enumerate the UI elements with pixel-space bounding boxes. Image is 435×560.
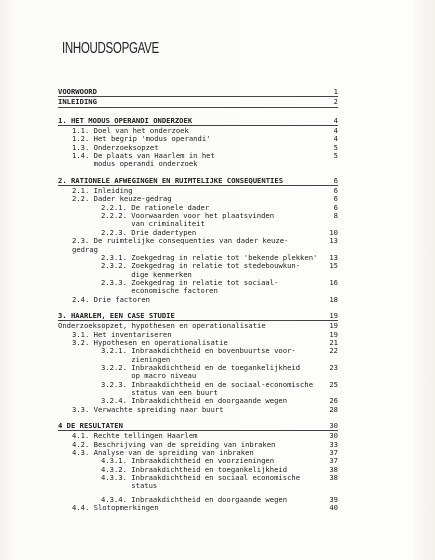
toc-entry bbox=[58, 117, 338, 125]
toc-entry bbox=[58, 98, 338, 106]
toc-entry-page: 28 bbox=[329, 404, 338, 414]
toc-entry-title: 3.3. Verwachte spreiding naar buurt bbox=[72, 404, 224, 414]
toc-entry-title: 2.3.3. Zoekgedrag in relatie tot sociaal- economische factoren bbox=[101, 277, 279, 296]
toc-entry-page: 39 bbox=[329, 494, 338, 504]
toc-entry bbox=[58, 237, 338, 254]
toc-entry-page: 13 bbox=[329, 252, 338, 262]
toc-entry-title: 4.3.3. Inbraakdichtheid en sociaal economische status bbox=[101, 473, 301, 491]
toc-entry-title: 4.3. Analyse van de spreiding van inbraken bbox=[72, 448, 254, 458]
toc-entry bbox=[58, 212, 338, 229]
toc-entry-title: 4.2. Beschrijving van de spreiding van inbraken bbox=[72, 439, 276, 449]
page-title: INHOUDSOPGAVE bbox=[62, 41, 159, 58]
toc-entry-title: 2.2.2. Voorwaarden voor het plaatsvinden van criminaliteit bbox=[101, 211, 275, 229]
toc-entry bbox=[58, 504, 338, 512]
toc-entry bbox=[58, 279, 338, 296]
toc-entry-page: 26 bbox=[329, 396, 338, 406]
toc-entry-title: 4 DE RESULTATEN bbox=[58, 421, 123, 431]
toc-entry-page: 38 bbox=[329, 473, 338, 483]
toc-entry-title: 2.4. Drie factoren bbox=[72, 294, 150, 304]
toc-entry-page: 4 bbox=[333, 126, 338, 136]
toc-entry-title: INLEIDING bbox=[58, 97, 97, 107]
toc-entry-page: 6 bbox=[333, 194, 338, 204]
toc-entry-page: 13 bbox=[329, 236, 338, 246]
toc-entry-title: 3.2.4. Inbraakdichtheid en doorgaande wegen bbox=[101, 396, 288, 406]
toc-entry-title: 2.1. Inleiding bbox=[72, 186, 133, 196]
toc-entry-page: 1 bbox=[333, 87, 338, 96]
toc-entry-page: 19 bbox=[329, 329, 338, 339]
toc-entry bbox=[58, 381, 338, 398]
toc-entry-page: 5 bbox=[333, 151, 338, 161]
toc-entry-page: 2 bbox=[333, 97, 338, 107]
toc-entry-title: 2.2.1. De rationele dader bbox=[101, 202, 210, 212]
toc-entry bbox=[58, 364, 338, 381]
toc-entry-title: 4.1. Rechte tellingen Haarlem bbox=[72, 431, 198, 441]
toc-entry-title: 3.2.1. Inbraakdichtheid en bovenbuurtse voor- zieningen bbox=[101, 346, 296, 364]
toc-entry-page: 4 bbox=[333, 134, 338, 144]
toc-entry-title: Onderzoeksopzet, hypothesen en operationalisatie bbox=[58, 321, 266, 331]
toc-entry-page: 6 bbox=[333, 175, 338, 185]
toc-entry bbox=[58, 347, 338, 364]
toc-entry-page: 6 bbox=[333, 202, 338, 212]
toc-entry-title: 1. HET MODUS OPERANDI ONDERZOEK bbox=[58, 115, 193, 125]
toc-entry bbox=[58, 312, 338, 320]
toc-entry bbox=[58, 474, 338, 491]
toc-entry-title: 2.3.1. Zoekgedrag in relatie tot 'bekende plekken' bbox=[101, 252, 318, 262]
toc-entry-title: 2.3. De ruimtelijke consequenties van dader keuze- gedrag bbox=[72, 236, 289, 254]
toc-entry-page: 23 bbox=[329, 362, 338, 372]
toc-entry bbox=[58, 406, 338, 414]
toc-entry-page: 10 bbox=[329, 227, 338, 237]
toc-entry-title: 4.4. Slotopmerkingen bbox=[72, 503, 159, 513]
toc-entry-page: 6 bbox=[333, 186, 338, 196]
toc-entry-title: 4.3.2. Inbraakdichtheid en toegankelijkheid bbox=[101, 464, 288, 474]
toc-entry-page: 38 bbox=[329, 464, 338, 474]
toc-entry-page: 4 bbox=[333, 115, 338, 125]
toc-entry-page: 19 bbox=[329, 310, 338, 320]
toc-entry-title: VOORWOORD bbox=[58, 87, 97, 96]
toc-entry-page: 8 bbox=[333, 211, 338, 221]
toc-entry-title: 2.2.3. Drie dadertypen bbox=[101, 227, 197, 237]
toc-entry-title: 1.3. Onderzoeksopzet bbox=[72, 142, 159, 152]
toc-entry-title: 2.2. Dader keuze-gedrag bbox=[72, 194, 172, 204]
toc-entry-page: 37 bbox=[329, 448, 338, 458]
toc-entry-page: 30 bbox=[329, 421, 338, 431]
toc-entry-page: 5 bbox=[333, 142, 338, 152]
toc-entry bbox=[58, 152, 338, 169]
toc-entry-title: 2.3.2. Zoekgedrag in relatie tot stedebouwkun- dige kenmerken bbox=[101, 261, 301, 279]
toc-entry-title: 3. HAARLEM, EEN CASE STUDIE bbox=[58, 310, 175, 320]
toc-entry bbox=[58, 177, 338, 185]
toc-entry-page: 30 bbox=[329, 431, 338, 441]
toc-entry-title: 3.2.2. Inbraakdichtheid en de toegankelijkheid op macro niveau bbox=[101, 362, 301, 381]
toc-entry-page: 18 bbox=[329, 294, 338, 304]
table-of-contents bbox=[58, 88, 338, 512]
toc-entry bbox=[58, 422, 338, 430]
toc-entry-title: 1.2. Het begrip 'modus operandi' bbox=[72, 134, 211, 144]
toc-entry-page: 40 bbox=[329, 503, 338, 513]
toc-entry-title: 3.2.3. Inbraakdichtheid en de sociaal-economische status van een buurt bbox=[101, 379, 314, 397]
toc-entry bbox=[58, 262, 338, 279]
toc-entry-title: 1.4. De plaats van Haarlem in het modus operandi onderzoek bbox=[72, 151, 215, 169]
toc-entry bbox=[58, 88, 338, 96]
toc-entry-page: 21 bbox=[329, 337, 338, 347]
toc-entry-title: 2. RATIONELE AFWEGINGEN EN RUIMTELIJKE CONSEQUENTIES bbox=[58, 175, 284, 185]
toc-entry bbox=[58, 296, 338, 304]
toc-entry-title: 4.3.4. Inbraakdichtheid en doorgaande wegen bbox=[101, 494, 288, 504]
heading-underline bbox=[58, 107, 338, 108]
toc-entry-title: 3.1. Het inventariseren bbox=[72, 329, 172, 339]
toc-entry-page: 19 bbox=[329, 321, 338, 331]
toc-entry-page: 37 bbox=[329, 456, 338, 466]
toc-entry-title: 1.1. Doel van het onderzoek bbox=[72, 126, 189, 136]
toc-entry-page: 15 bbox=[329, 261, 338, 271]
toc-entry-title: 4.3.1. Inbraakdichtheid en voorzieningen bbox=[101, 456, 275, 466]
toc-entry-page: 25 bbox=[329, 379, 338, 389]
heading-underline bbox=[58, 96, 338, 97]
toc-entry-page: 16 bbox=[329, 277, 338, 287]
toc-entry-title: 3.2. Hypothesen en operationalisatie bbox=[72, 337, 228, 347]
toc-entry-page: 33 bbox=[329, 439, 338, 449]
toc-entry-page: 22 bbox=[329, 346, 338, 356]
